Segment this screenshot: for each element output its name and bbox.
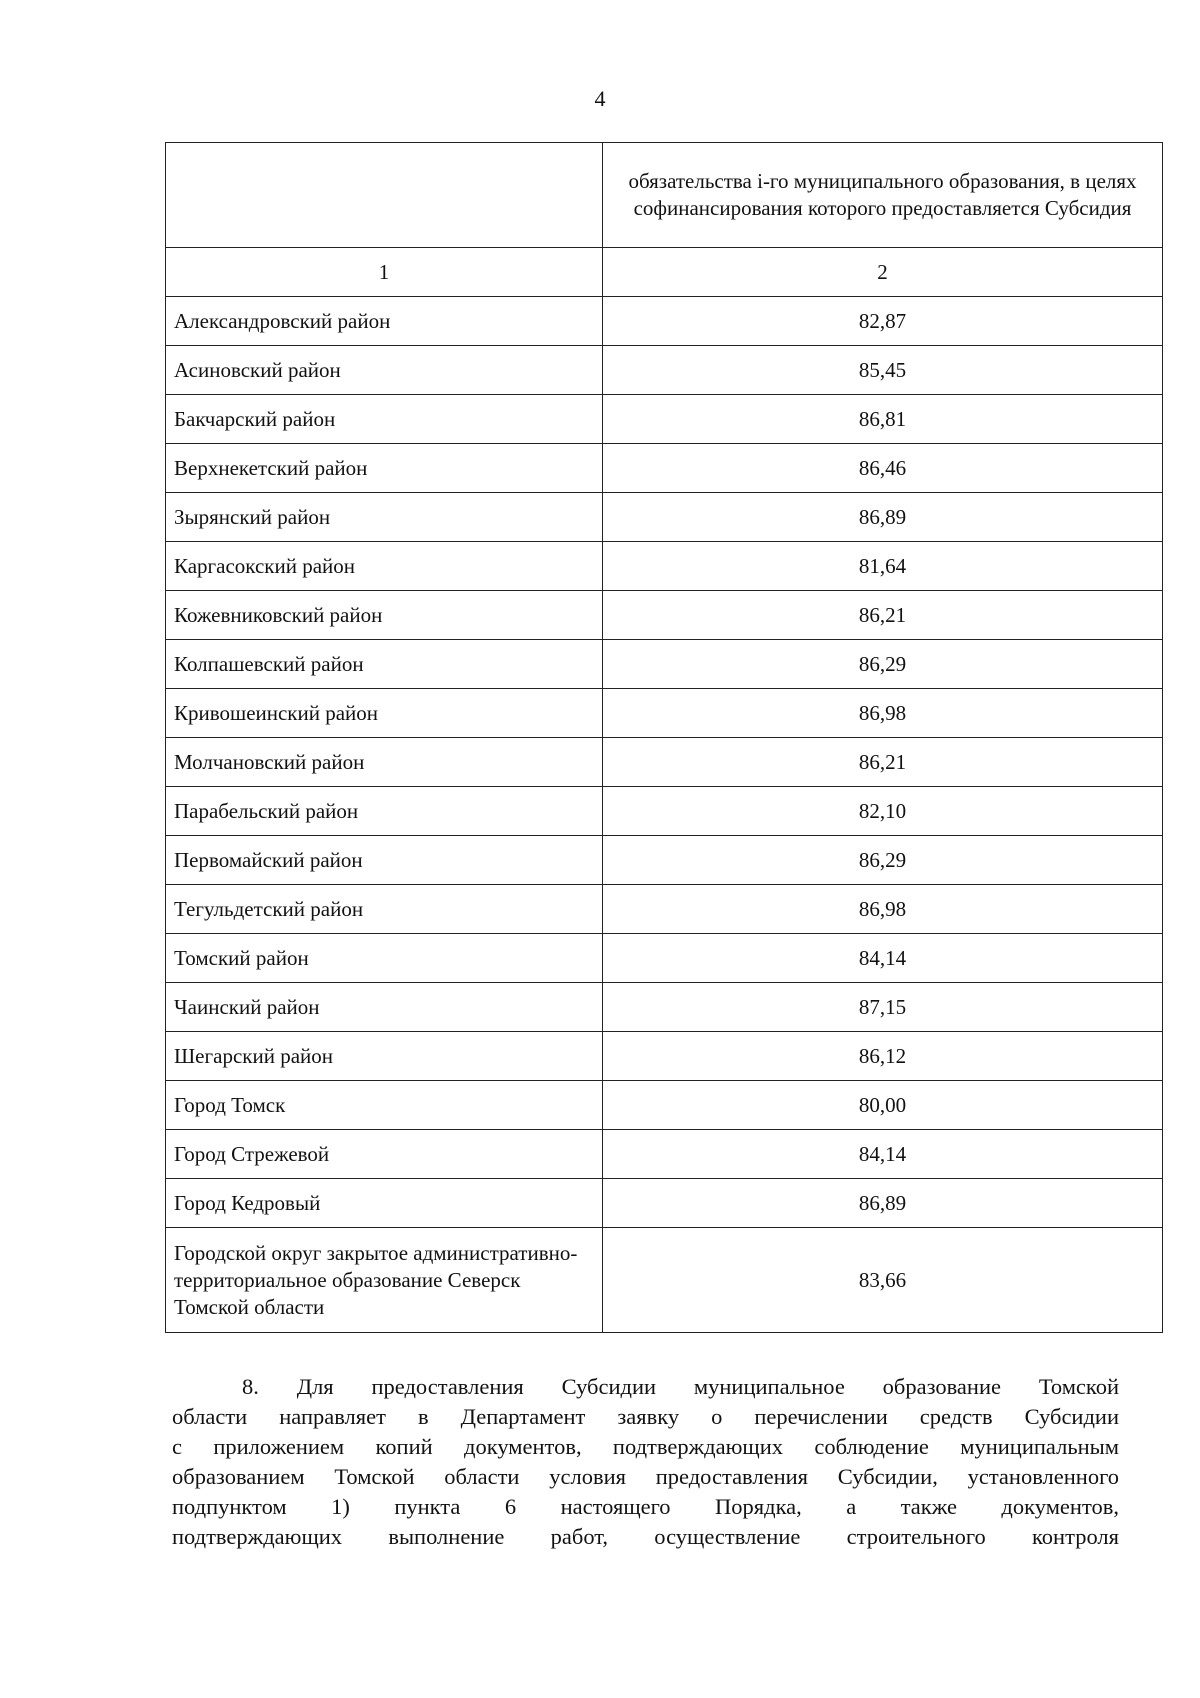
municipality-name: Тегульдетский район [166, 885, 603, 934]
municipality-name: Верхнекетский район [166, 444, 603, 493]
column-number-1: 1 [166, 248, 603, 297]
column-number-2: 2 [603, 248, 1163, 297]
table-row [166, 493, 1163, 542]
paragraph-line: подпунктом 1) пункта 6 настоящего Порядка, а также документов, [172, 1494, 1119, 1519]
rate-value: 86,21 [603, 738, 1163, 787]
rate-value: 81,64 [603, 542, 1163, 591]
table-row [166, 787, 1163, 836]
municipality-name: Томский район [166, 934, 603, 983]
table-row [166, 346, 1163, 395]
page-number: 4 [594, 86, 606, 111]
table-row [166, 395, 1163, 444]
rate-value: 82,87 [603, 297, 1163, 346]
paragraph-line: области направляет в Департамент заявку о перечислении средств Субсидии [172, 1404, 1119, 1429]
table-row [166, 1179, 1163, 1228]
rate-value: 86,81 [603, 395, 1163, 444]
municipality-name: Парабельский район [166, 787, 603, 836]
municipality-name: Городской округ закрытое административно-территориальное образование Северск Томской области [166, 1228, 603, 1333]
rate-value: 82,10 [603, 787, 1163, 836]
rate-value: 86,98 [603, 885, 1163, 934]
table-row [166, 836, 1163, 885]
paragraph-line: 8. Для предоставления Субсидии муниципальное образование Томской [242, 1374, 1119, 1399]
rate-value: 86,29 [603, 640, 1163, 689]
municipality-name: Молчановский район [166, 738, 603, 787]
table-row [166, 1228, 1163, 1333]
rate-value: 84,14 [603, 934, 1163, 983]
rate-value: 80,00 [603, 1081, 1163, 1130]
municipality-name: Асиновский район [166, 346, 603, 395]
header-cell-municipality [166, 143, 603, 248]
table-row [166, 591, 1163, 640]
clause-8-paragraph [172, 1372, 1119, 1552]
table-row [166, 1081, 1163, 1130]
municipality-name: Чаинский район [166, 983, 603, 1032]
table-row [166, 738, 1163, 787]
subsidy-rate-table [165, 142, 1163, 1333]
table-row [166, 297, 1163, 346]
table-row [166, 444, 1163, 493]
municipality-name: Кожевниковский район [166, 591, 603, 640]
table-row [166, 934, 1163, 983]
table-row [166, 542, 1163, 591]
rate-value: 83,66 [603, 1228, 1163, 1333]
rate-value: 86,89 [603, 1179, 1163, 1228]
rate-value: 84,14 [603, 1130, 1163, 1179]
municipality-name: Каргасокский район [166, 542, 603, 591]
municipality-name: Первомайский район [166, 836, 603, 885]
column-number-row [166, 248, 1163, 297]
paragraph-line: образованием Томской области условия предоставления Субсидии, установленного [172, 1464, 1119, 1489]
rate-value: 87,15 [603, 983, 1163, 1032]
paragraph-line: с приложением копий документов, подтверждающих соблюдение муниципальным [172, 1434, 1119, 1459]
table-row [166, 885, 1163, 934]
municipality-name: Александровский район [166, 297, 603, 346]
rate-value: 86,29 [603, 836, 1163, 885]
rate-value: 86,12 [603, 1032, 1163, 1081]
rate-value: 86,98 [603, 689, 1163, 738]
table-row [166, 983, 1163, 1032]
municipality-name: Город Кедровый [166, 1179, 603, 1228]
table-row [166, 689, 1163, 738]
municipality-name: Колпашевский район [166, 640, 603, 689]
table-header-row [166, 143, 1163, 248]
municipality-name: Город Стрежевой [166, 1130, 603, 1179]
paragraph-line: подтверждающих выполнение работ, осуществление строительного контроля [172, 1524, 1119, 1549]
rate-value: 85,45 [603, 346, 1163, 395]
rate-value: 86,21 [603, 591, 1163, 640]
table-row [166, 1032, 1163, 1081]
municipality-name: Город Томск [166, 1081, 603, 1130]
municipality-name: Бакчарский район [166, 395, 603, 444]
municipality-name: Зырянский район [166, 493, 603, 542]
municipality-name: Шегарский район [166, 1032, 603, 1081]
rate-value: 86,89 [603, 493, 1163, 542]
rate-value: 86,46 [603, 444, 1163, 493]
table-row [166, 1130, 1163, 1179]
municipality-name: Кривошеинский район [166, 689, 603, 738]
table-row [166, 640, 1163, 689]
header-cell-rate: обязательства i-го муниципального образования, в целях софинансирования которого предоставляется Субсидия [603, 143, 1163, 248]
